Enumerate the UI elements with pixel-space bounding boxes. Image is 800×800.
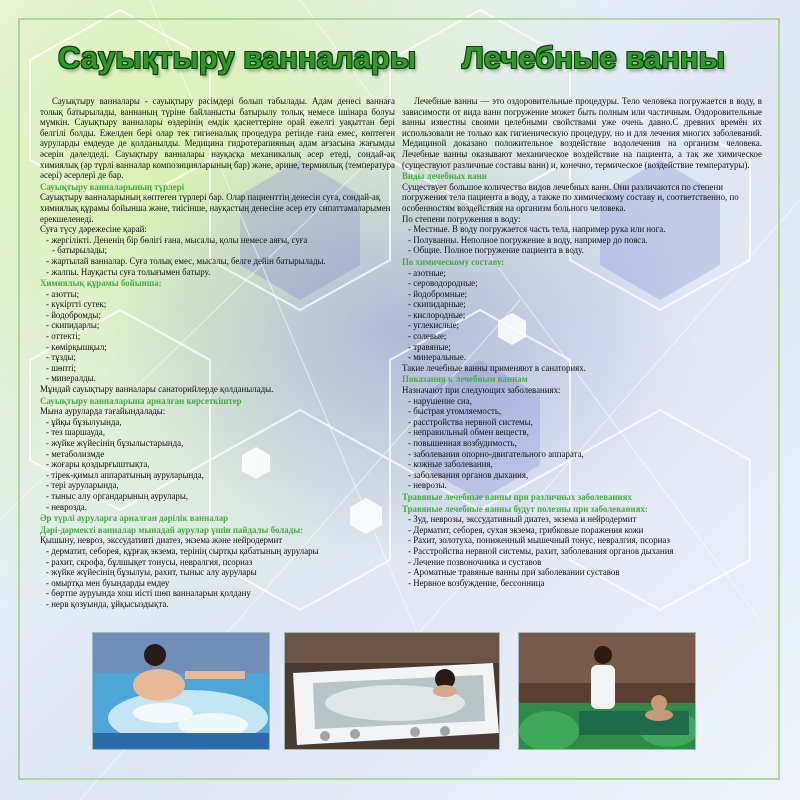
list-item: - азотные; (408, 268, 762, 279)
left-types-text: Сауықтыру ванналарының көптеген түрлері бар. Олар пациенттің денесін суға, сондай-ақ химиялық құрамы бойынша және, тиісінше, науқастың денесіне әсер ету сипаттамаларымен ерекшеленеді. (40, 192, 391, 224)
list-item: - минеральные. (408, 352, 762, 363)
photo-bubble-bath (284, 632, 500, 750)
left-column (40, 96, 395, 610)
list-item: - заболевания опорно-двигательного аппарата, (408, 449, 762, 460)
right-immersion-label: По степени погружения в воду: (402, 213, 521, 224)
list-item: - Нервное возбуждение, бессонница (408, 578, 762, 589)
list-item: - неправильный обмен веществ, (408, 427, 762, 438)
list-item: - солевые; (408, 331, 762, 342)
list-item: - шөпті; (46, 363, 395, 374)
list-item: - повышенная возбудимость, (408, 438, 762, 449)
list-item: - жүйке жүйесінің бұзылуы, рахит, тыныс алу аурулары (46, 567, 395, 578)
list-item: - омыртқа мен буындарды емдеу (46, 578, 395, 589)
list-item: - Лечение позвоночника и суставов (408, 557, 762, 568)
left-diff-list (40, 546, 395, 610)
right-indications-list (402, 396, 762, 491)
list-item: - Полуванны. Неполное погружение в воду, например до пояса. (408, 235, 762, 246)
list-item: - оттекті; (46, 331, 395, 342)
right-intro: Лечебные ванны — это оздоровительные процедуры. Тело человека погружается в воду, в зависимости от вида ванн погружение может быть полным или частичным. Оздоровительные ванны известны своими целебными свойствами уже очень давно.С древних времён их использовали не только как гигиеническую процедуру, но и для лечения многих заболеваний. Медициной доказано положительное воздействие водолечения на организм человека. Лечебные ванны оказывают механическое воздействие на пациента, а так же химическое (существуют различные составы ванн) и, конечно, термическое (воздействие температуры). (402, 96, 762, 170)
list-item: - кислородные; (408, 310, 762, 321)
left-heading-indications: Сауықтыру ванналарына арналған көрсеткіштер (40, 395, 242, 406)
list-item: - жүйке жүйесінің бұзылыстарында, (46, 438, 395, 449)
list-item: - Рахит, золотуха, пониженный мышечный тонус, невралгия, псориаз (408, 535, 762, 546)
list-item: - тыныс алу органдарының аурулары, (46, 491, 395, 502)
right-indications-label: Назначают при следующих заболеваниях: (402, 385, 561, 396)
left-intro: Сауықтыру ванналары - сауықтыру рәсімдері болып табылады. Адам денесі ваннаға толық батырылады, ваннаның түріне байланысты батырылу толық немесе ішінара болуы мүмкін. Сауықтыру ванналары өздерінің емдік қасиеттеріне орай ежелгі уақыттан бері белгілі болды. Ежелден бері олар тек гигиеналық процедура ретінде ғана емес, көптеген ауруларды емдеуде де қолданылды. Медицина гидротерапияның адам ағзасына жағымды әсерін дәлелдеді. Сауықтыру ванналары науқасқа механикалық әсер етеді, сондай-ақ химиялық (әр түрлі ванналар композицияларының бар) және, әрине, термиялық (температура әсері) әсерлері де бар. (40, 96, 395, 181)
list-item: - батырылады; (46, 245, 395, 256)
list-item: - Местные. В воду погружается часть тела, например рука или нога. (408, 224, 762, 235)
list-item: - бөртпе ауруында хош иісті шөп ванналарын қолдану (46, 588, 395, 599)
right-sanatorium: Такие лечебные ванны применяют в санаториях. (402, 362, 586, 373)
left-immersion-list (40, 235, 395, 277)
list-item: - заболевания органов дыхания, (408, 470, 762, 481)
list-item: - Дерматит, себорея, сухая экзема, грибковые поражения кожи (408, 525, 762, 536)
list-item: - тірек-қимыл аппаратының ауруларында, (46, 470, 395, 481)
left-heading-chem: Химиялық құрамы бойынша: (40, 278, 162, 289)
list-item: - неврозы. (408, 480, 762, 491)
list-item: - жергілікті. Дененің бір бөлігі ғана, мысалы, қолы немесе аяғы, суға (46, 235, 395, 246)
photo-herbal-bath (518, 632, 696, 750)
list-item: - травяные; (408, 342, 762, 353)
right-types-text: Существует большое количество видов лечебных ванн. Они различаются по степени погружения тела пациента в воду, а также по химическому составу и, соответственно, по особенностям воздействия на организм больного человека. (402, 181, 739, 213)
list-item: - нарушение сна, (408, 396, 762, 407)
right-heading-indications: Показания к лечебным ваннам (402, 374, 528, 385)
left-heading-diff1: Әр түрлі ауруларға арналған дәрілік ванналар (40, 513, 229, 524)
list-item: - Расстройства нервной системы, рахит, заболевания органов дыхания (408, 546, 762, 557)
left-chem-list (40, 289, 395, 384)
photo-whirlpool-bath (92, 632, 270, 750)
right-diff-list (402, 514, 762, 588)
list-item: - нерв қозуында, ұйқысыздықта. (46, 599, 395, 610)
left-indications-list (40, 417, 395, 512)
list-item: - углекислые; (408, 320, 762, 331)
list-item: - Зуд, неврозы, экссудативный диатез, экзема и нейродермит (408, 514, 762, 525)
list-item: - көмірқышқыл; (46, 342, 395, 353)
list-item: - жоғары қоздырғыштықта, (46, 459, 395, 470)
right-heading-diff1: Травяные лечебные ванны при различных заболеваниях (402, 491, 632, 502)
right-chem-list (402, 268, 762, 363)
left-immersion-label: Суға түсу дәрежесіне қарай: (40, 224, 147, 235)
right-heading-chem: По химическому составу: (402, 256, 505, 267)
list-item: - неврозда. (46, 502, 395, 513)
list-item: - дерматит, себорея, құрғақ экзема, терінің сыртқы қабатының аурулары (46, 546, 395, 557)
right-heading-diff2: Травяные лечебные ванны будут полезны при заболеваниях: (402, 503, 648, 514)
list-item: - жалпы. Науқасты суға толығымен батыру. (46, 267, 395, 278)
left-heading-types: Сауықтыру ванналарының түрлері (40, 181, 185, 192)
left-indications-label: Мына ауруларда тағайындалады: (40, 406, 166, 417)
list-item: - сероводородные; (408, 278, 762, 289)
list-item: - ұйқы бұзылуында, (46, 417, 395, 428)
left-sanatorium: Мұндай сауықтыру ванналары санаторийлерде қолданылады. (40, 384, 274, 395)
list-item: - жартылай ванналар. Суға толық емес, мысалы, белге дейін батырылады. (46, 256, 395, 267)
left-diff-first: Қышыну, невроз, экссудативті диатез, экзема және нейродермит (40, 535, 283, 546)
list-item: - скипидарные; (408, 299, 762, 310)
list-item: - расстройства нервной системы, (408, 417, 762, 428)
right-heading-types: Виды лечебных ванн (402, 171, 487, 182)
list-item: - минералды. (46, 373, 395, 384)
right-column (402, 96, 762, 588)
list-item: - күкіртті сутек; (46, 299, 395, 310)
list-item: - скипидарлы; (46, 320, 395, 331)
list-item: - метаболизмде (46, 449, 395, 460)
list-item: - кожные заболевания, (408, 459, 762, 470)
list-item: - тері ауруларында, (46, 480, 395, 491)
list-item: - Ароматные травяные ванны при заболевании суставов (408, 567, 762, 578)
list-item: - рахит, скрофа, бұлшықет тонусы, невралгия, псориаз (46, 557, 395, 568)
left-heading-diff2: Дәрі-дәрмекті ванналар мынадай аурулар үшін пайдалы болады: (40, 524, 304, 535)
right-immersion-list (402, 224, 762, 256)
right-title: Лечебные ванны (462, 40, 726, 75)
list-item: - йодобромды; (46, 310, 395, 321)
list-item: - йодобромные; (408, 289, 762, 300)
list-item: - азотты; (46, 289, 395, 300)
list-item: - тез шаршауда, (46, 427, 395, 438)
list-item: - Общие. Полное погружение пациента в воду. (408, 245, 762, 256)
list-item: - быстрая утомляемость, (408, 406, 762, 417)
left-title: Сауықтыру ванналары (58, 40, 417, 75)
list-item: - тұзды; (46, 352, 395, 363)
